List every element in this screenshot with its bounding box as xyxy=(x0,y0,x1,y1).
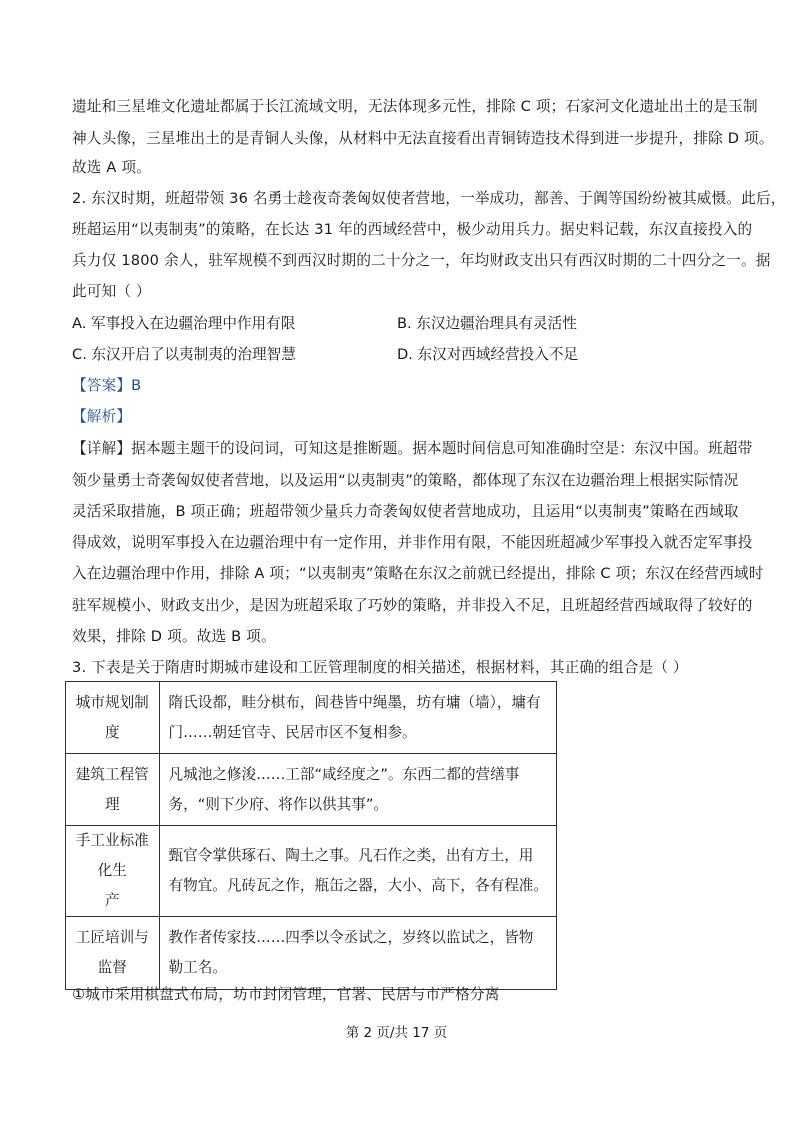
table-key-cell: 城市规划制度 xyxy=(66,682,160,754)
table-row xyxy=(66,754,557,826)
question-2-stem: 班超运用“以夷制夷”的策略，在长达 31 年的西域经营中，极少动用兵力。据史料记载，东汉直接投入的 xyxy=(72,221,753,238)
table-key-cell: 工匠培训与监督 xyxy=(66,917,160,990)
explanation-line: 得成效，说明军事投入在边疆治理中有一定作用，并非作用有限，不能因班超减少军事投入就否定军事投 xyxy=(72,534,753,551)
table-value-cell: 教作者传家技……四季以令丞试之，岁终以监试之，皆物 勒工名。 xyxy=(159,917,556,990)
option-b: B. 东汉边疆治理具有灵活性 xyxy=(397,315,577,332)
material-table xyxy=(65,681,557,990)
explanation-line: 效果，排除 D 项。故选 B 项。 xyxy=(72,628,276,645)
analysis-label: 【解析】 xyxy=(72,408,132,425)
explanation-line: 入在边疆治理中作用，排除 A 项；“以夷制夷”策略在东汉之前就已经提出，排除 C 项；东汉在经营西域时 xyxy=(72,565,764,582)
explanation-line: 驻军规模小、财政支出少，是因为班超采取了巧妙的策略，并非投入不足，且班超经营西域取得了较好的 xyxy=(72,597,753,614)
table-value-cell: 凡城池之修浚……工部“咸经度之”。东西二都的营缮事 务，“则下少府、将作以供其事”。 xyxy=(159,754,556,826)
question-2-stem: 此可知（ ） xyxy=(72,283,151,300)
page-footer: 第 2 页/共 17 页 xyxy=(345,1025,448,1041)
answer-label: 【答案】B xyxy=(72,377,142,394)
question-2-stem: 兵力仅 1800 余人，驻军规模不到西汉时期的二十分之一，年均财政支出只有西汉时期的二十四分之一。据 xyxy=(72,252,771,269)
option-c: C. 东汉开启了以夷制夷的治理智慧 xyxy=(72,346,296,363)
table-row xyxy=(66,682,557,754)
text-line: 遗址和三星堆文化遗址都属于长江流域文明，无法体现多元性，排除 C 项；石家河文化遗址出土的是玉制 xyxy=(72,98,758,115)
option-d: D. 东汉对西域经营投入不足 xyxy=(397,346,579,363)
table-row xyxy=(66,826,557,917)
explanation-line: 灵活采取措施，B 项正确；班超带领少量兵力奇袭匈奴使者营地成功，且运用“以夷制夷”策略在西域取 xyxy=(72,503,739,520)
table-value-cell: 隋氏设都，畦分棋布，闾巷皆中绳墨，坊有墉（墙），墉有 门……朝廷官寺、民居市区不复相参。 xyxy=(159,682,556,754)
explanation-line: 【详解】据本题主题干的设问词，可知这是推断题。据本题时间信息可知准确时空是：东汉中国。班超带 xyxy=(72,440,753,457)
text-line: 神人头像，三星堆出土的是青铜人头像，从材料中无法直接看出青铜铸造技术得到进一步提升，排除 D 项。 xyxy=(72,130,774,147)
table-row xyxy=(66,917,557,990)
text-line: 故选 A 项。 xyxy=(72,159,152,176)
option-a: A. 军事投入在边疆治理中作用有限 xyxy=(72,315,296,332)
table-key-cell: 建筑工程管理 xyxy=(66,754,160,826)
explanation-line: 领少量勇士奇袭匈奴使者营地，以及运用“以夷制夷”的策略，都体现了东汉在边疆治理上根据实际情况 xyxy=(72,472,739,489)
choice-item-1: ①城市采用棋盘式布局，坊市封闭管理，官署、民居与市严格分离 xyxy=(72,986,500,1003)
table-key-cell: 手工业标准化生 产 xyxy=(66,826,160,917)
question-3-stem: 3. 下表是关于隋唐时期城市建设和工匠管理制度的相关描述，根据材料，其正确的组合是（ ） xyxy=(72,659,688,676)
table-value-cell: 甄官令掌供琢石、陶土之事。凡石作之类，出有方土，用 有物宜。凡砖瓦之作，瓶缶之器，大小、高下，各有程准。 xyxy=(159,826,556,917)
question-2-stem: 2. 东汉时期，班超带领 36 名勇士趁夜奇袭匈奴使者营地，一举成功，鄯善、于阗等国纷纷被其威慑。此后， xyxy=(72,190,786,207)
